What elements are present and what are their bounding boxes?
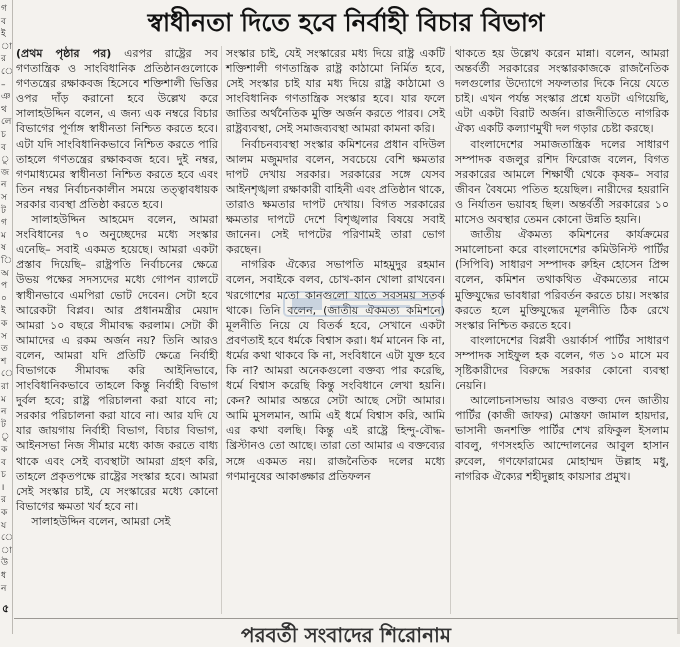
article-headline: স্বাধীনতা দিতে হবে নির্বাহী বিচার বিভাগ (147, 8, 545, 37)
page-number: ৫ (2, 602, 10, 615)
paragraph: জাতীয় ঐকমত্য কমিশনের কার্যক্রমের সমালোচনা করে বাংলাদেশের কমিউনিস্ট পার্টির (সিপিবি) সাধারণ সম্পাদক রুহিন হোসেন প্রিন্স বলেন, কমিশন তথাকথিত ঐকমত্যের নামে মুক্তিযুদ্ধের ভাবধারা পরিবর্তন করতে চায়। সংস্কার করতে হলে মুক্তিযুদ্ধের মূলনীতি ঠিক রেখে সংস্কার নিশ্চিত করতে হবে। (455, 228, 669, 332)
publisher-watermark-logo (278, 284, 448, 324)
paragraph: সংস্কার চাই, যেই সংস্কারের মধ্য দিয়ে রাষ্ট্র একটি শক্তিশালী গণতান্ত্রিক রাষ্ট্র কাঠামো নির্মিত হবে, সেই সংস্কার চাই যার মধ্য দিয়ে রাষ্ট্র কাঠামো ও সাংবিধানিক গণতান্ত্রিক সংস্কার হবে। যার ফলে জাতির অর্থনৈতিক মুক্তি অর্জন করতে পারব। সেই রাষ্ট্রব্যবস্থা, সেই সমাজব্যবস্থা আমরা কামনা করি। (226, 47, 445, 136)
margin-fragment-char: থ (1, 104, 7, 115)
margin-fragment-char: ত (1, 344, 8, 355)
margin-fragment-char: া (1, 545, 13, 556)
margin-fragment-char: ক (1, 508, 8, 518)
paragraph: নাগরিক ঐক্যের সভাপতি মাহমুদুর রহমান বলেন, সবাইকে বলব, চোখ-কান খোলা রাখবেন। খরগোশের মতো কানগুলো যাতে সবসময় সতর্ক থাকে। তিনি বলেন, (জাতীয় ঐকমত্য কমিশনে) মূলনীতি নিয়ে যে বিতর্ক হবে, সেখানে একটা প্রবণতাই হবে ধর্মকে বিশ্বাস করা। ধর্ম মানেন কি না, ধর্মের কথা থাকবে কি না, সংবিধানে এটা যুক্ত হবে কি না? আমরা অনেকগুলো বক্তব্য পার করেছি, ধর্মে বিশ্বাস করেছি কিন্তু সংবিধানে লেখা হয়নি। কেন? আমার অন্তরে সেটা আছে সেটা আমার। আমি মুসলমান, আমি এই ধর্মে বিশ্বাস করি, আমি এর কথা বলছি। কিন্তু এই রাষ্ট্রে হিন্দু-বৌদ্ধ-খ্রিস্টানও তো আছে। তারা তো আমার এ বক্তব্যের সঙ্গে একমত নয়। রাজনৈতিক দলের মধ্যে গণমানুষের আকাঙ্ক্ষার প্রতিফলন (226, 258, 445, 483)
article-column-3 (455, 46, 669, 606)
article-column-2 (226, 46, 445, 606)
margin-fragment-char: ট (1, 205, 6, 216)
margin-fragment-char: ু (1, 155, 10, 166)
margin-fragment-char: ক (1, 445, 8, 455)
paragraph: বাংলাদেশের বিপ্লবী ওয়ার্কার্স পার্টির সাধারণ সম্পাদক সাইফুল হক বলেন, গত ১০ মাসে মব সৃষ্টিকারীদের বিরুদ্ধে সরকার কোনো ব্যবস্থা নেয়নি। (455, 333, 669, 393)
margin-fragment-char: ০ (1, 293, 7, 304)
article-column-1 (16, 46, 218, 606)
margin-fragment-char: শ (1, 356, 7, 367)
bottom-headline-text: পরবর্তী সংবাদের শিরোনাম (241, 623, 451, 647)
margin-fragment-char: ব (1, 16, 7, 27)
margin-fragment-char: ক (1, 319, 8, 329)
column-divider (221, 46, 222, 614)
margin-fragment-char: ন (1, 583, 7, 594)
left-margin-strip (0, 0, 13, 634)
margin-fragment-char: া (1, 41, 13, 52)
margin-fragment-char: গ (1, 4, 7, 14)
margin-fragment-char: ম (1, 230, 6, 241)
margin-fragment-char: ট (1, 419, 6, 430)
margin-fragment-char: ব (1, 142, 7, 153)
margin-fragment-char: অ (1, 268, 9, 279)
margin-fragment-char: ন (1, 407, 7, 418)
margin-fragment-char: ধ (1, 571, 7, 581)
margin-fragment-char: রা (1, 382, 9, 392)
margin-fragment-char: স (1, 193, 7, 203)
margin-fragment-char: ব (1, 457, 7, 468)
margin-fragment-char: ই (1, 29, 6, 40)
paragraph: সালাহউদ্দিন আহমেদ বলেন, আমরা সংবিধানের ৭০ অনুচ্ছেদের মধ্যে সংস্কার এনেছি– সবাই একমত হয়েছে। আমরা একটা প্রস্তাব দিয়েছি– রাষ্ট্রপতি নির্বাচনের ক্ষেত্রে উভয় পক্ষের সদস্যদের মধ্যে গোপন ব্যালটে স্বাধীনভাবে এমপিরা ভোট দেবেন। সেটা হবে আরেকটা বিপ্লব। আর প্রধানমন্ত্রীর মেয়াদ আমরা ১০ বছরে সীমাবদ্ধ করলাম। সেটা কী আমাদের এ রকম অর্জন নয়? তিনি আরও বলেন, আমরা যদি প্রতিটি ক্ষেত্রে নির্বাহী বিভাগকে সীমাবদ্ধ করি আইনিভাবে, সাংবিধানিকভাবে তাহলে কিন্তু নির্বাহী বিভাগ দুর্বল হবে; রাষ্ট্র পরিচালনা করা যাবে না; সরকার পরিচালনা করা যাবে না। আর যদি যে যার জায়গায় নির্বাহী বিভাগ, বিচার বিভাগ, আইনসভা নিজ সীমার মধ্যে কাজ করতে বাধ্য থাকে এবং সেই ব্যবস্থাটা আমরা গ্রহণ করি, তাহলে প্রকৃতপক্ষে রাষ্ট্রের সংস্কার হবে। আমরা সেই সংস্কার চাই, যে সংস্কারের মধ্যে কোনো বিভাগের ক্ষমতা খর্ব হবে না। (16, 213, 218, 513)
paragraph: আলোচনাসভায় আরও বক্তব্য দেন জাতীয় পার্টির (কাজী জাফর) মোস্তফা জামাল হায়দার, ভাসানী জনশক্তি পার্টির শেখ রফিকুল ইসলাম বাবলু, গণসংহতি আন্দোলনের আবুল হাসান রুবেল, গণফোরামের মোহাম্মদ উল্লাহ মধু, নাগরিক ঐক্যের শহীদুল্লাহ কায়সার প্রমুখ। (455, 394, 669, 483)
margin-fragment-char: ই (1, 306, 6, 317)
margin-fragment-char: ে (1, 533, 14, 544)
continuation-label: (প্রথম পৃষ্ঠার পর) (16, 47, 112, 60)
margin-fragment-char: স (1, 331, 7, 342)
paragraph: বাংলাদেশের সমাজতান্ত্রিক দলের সাধারণ সম্পাদক বজলুর রশিদ ফিরোজ বলেন, বিগত সরকারের আমলে শিক্ষার্থী থেকে কৃষক– সবার জীবন বৈষম্যে পতিত হয়েছিল। নারীদের হয়রানি ও নির্যাতন ভয়াবহ ছিল। অন্তর্বর্তী সরকারের ১০ মাসেও অবস্থার তেমন কোনো উন্নতি হয়নি। (455, 137, 669, 227)
margin-fragment-char: উ (1, 558, 9, 569)
margin-fragment-char: ি (1, 256, 13, 266)
margin-fragment-char: ু (1, 432, 10, 443)
margin-fragment-char: জ (1, 167, 10, 178)
margin-fragment-char: লে (1, 117, 12, 128)
next-article-headline-cut (14, 618, 678, 647)
margin-fragment-char: ে (1, 369, 14, 380)
margin-fragment-char: ন (1, 180, 7, 191)
margin-fragment-char: ষ (1, 243, 6, 254)
margin-fragment-char: – (1, 79, 6, 90)
column-divider (450, 46, 451, 614)
margin-fragment-char: ে (1, 67, 14, 77)
margin-fragment-char: ম (1, 394, 6, 405)
margin-fragment-char: র (1, 54, 6, 65)
margin-fragment-char: চ (1, 470, 6, 481)
margin-fragment-char: য (1, 520, 7, 531)
margin-fragment-char: প (1, 281, 8, 292)
margin-fragment-char: চ (1, 130, 6, 140)
paragraph: থাকতে হয় উল্লেখ করেন মান্না। বলেন, আমরা অন্তর্বর্তী সরকারের সংস্কারকাজকে রাজনৈতিক দলগুলোর উদ্যোগে সফলতার দিকে নিয়ে যেতে চাই। এখন পর্যন্ত সংস্কার প্রশ্নে যতটা এগিয়েছি, এটা একটা বিরাট অর্জন। রাজনীতিতে নাগরিক ঐক্য একটি কল্যাণমুখী দল গড়ার চেষ্টা করছে। (455, 47, 669, 136)
paragraph (16, 46, 218, 212)
margin-fragment-char: র (1, 495, 6, 506)
paragraph: সালাহউদ্দিন বলেন, আমরা সেই (31, 514, 171, 528)
margin-fragment-char: । (1, 482, 5, 493)
margin-fragment-char: ঞ (1, 92, 11, 103)
margin-fragment-char: গ (1, 218, 7, 229)
paragraph: নির্বাচনব্যবস্থা সংস্কার কমিশনের প্রধান বদিউল আলম মজুমদার বলেন, সবচেয়ে বেশি ক্ষমতার দাপট দেখায় সরকার। সরকারের সঙ্গে যেসব আইনশৃঙ্খলা রক্ষাকারী বাহিনী এবং প্রতিষ্ঠান থাকে, তারাও ক্ষমতার দাপট দেখায়। বিগত সরকারের ক্ষমতার দাপটে দেশে বিশৃঙ্খলার বিষয়ে সবাই জানেন। সেই দাপটের পরিণামই তারা ভোগ করছেন। (226, 137, 445, 257)
paragraph-text: এরপর রাষ্ট্রের সব গণতান্ত্রিক ও সাংবিধানিক প্রতিষ্ঠানগুলোকে গণতন্ত্রের রক্ষাকবজ হিসেবে শক্তিশালী ভিত্তির ওপর দাঁড় করানো হবে উল্লেখ করে সালাহউদ্দিন বলেন, এ জন্য এক নম্বরে বিচার বিভাগের পূর্ণাঙ্গ স্বাধীনতা নিশ্চিত করতে হবে। এটা যদি সাংবিধানিকভাবে নিশ্চিত করতে পারি তাহলে গণতন্ত্রের রক্ষাকবজ হবে। দুই নম্বর, গণমাধ্যমের স্বাধীনতা নিশ্চিত করতে হবে এবং তিন নম্বর নির্বাচনকালীন সময়ে তত্ত্বাবধায়ক সরকার ব্যবস্থা প্রতিষ্ঠা করতে হবে। (16, 47, 218, 211)
